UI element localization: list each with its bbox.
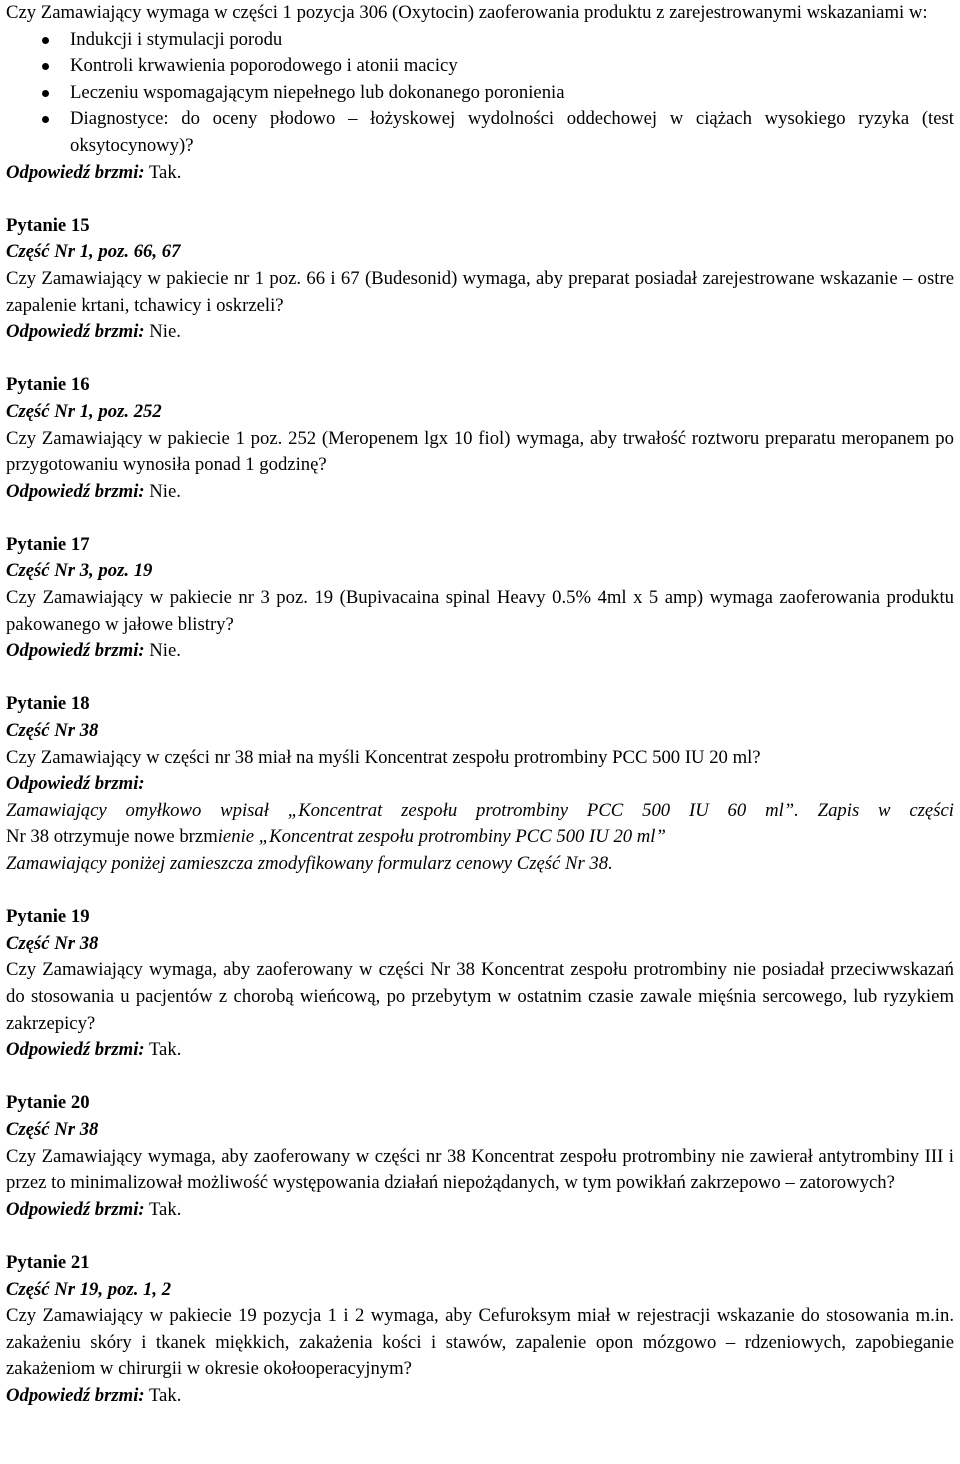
answer-label: Odpowiedź brzmi: (6, 480, 145, 502)
answer-line (6, 1383, 954, 1410)
question-part: Część Nr 38 (6, 1118, 99, 1140)
question-title: Pytanie 17 (6, 533, 90, 555)
answer-text: Tak. (148, 1384, 182, 1406)
question-text: Czy Zamawiający w pakiecie 1 poz. 252 (Meropenem lgx 10 fiol) wymaga, aby trwałość roztworu preparatu meropanem po przygotowaniu wynosiła ponad 1 godzinę? (6, 427, 954, 476)
question-part: Część Nr 38 (6, 932, 99, 954)
answer-text: Nie. (149, 640, 181, 662)
question-title: Pytanie 21 (6, 1251, 90, 1273)
bullet-icon (42, 116, 49, 123)
answer-line (6, 160, 954, 187)
answer-text: Tak. (148, 1198, 182, 1220)
question-title: Pytanie 18 (6, 693, 90, 715)
list-item: Diagnostyce: do oceny płodowo – łożyskowej wydolności oddechowej w ciążach wysokiego ryzyka (test oksytocynowy)? (6, 106, 954, 159)
answer-label: Odpowiedź brzmi: (6, 1039, 145, 1061)
question-title: Pytanie 19 (6, 906, 90, 928)
bullet-icon (42, 37, 49, 44)
list-item: Indukcji i stymulacji porodu (6, 27, 954, 54)
question-text: Czy Zamawiający wymaga, aby zaoferowany w części Nr 38 Koncentrat zespołu protrombiny nie posiadał przeciwwskazań do stosowania u pacjentów z chorobą wieńcową, po przebytym w ostatnim czasie zawale mięśnia sercowego, lub ryzykiem zakrzepicy? (6, 959, 954, 1034)
answer-text: Nie. (149, 321, 181, 343)
answer-line (6, 638, 954, 665)
list-item: Leczeniu wspomagającym niepełnego lub dokonanego poronienia (6, 80, 954, 107)
answer-text: Tak. (148, 1039, 182, 1061)
question-title: Pytanie 20 (6, 1092, 90, 1114)
question-title: Pytanie 16 (6, 374, 90, 396)
answer-text: Nr 38 otrzymuje nowe brzmienie „Koncentrat zespołu protrombiny PCC 500 IU 20 ml” (6, 826, 666, 848)
answer-label: Odpowiedź brzmi: (6, 161, 145, 183)
bullet-icon (42, 63, 49, 70)
answer-line (6, 1037, 954, 1064)
answer-text: Zamawiający poniżej zamieszcza zmodyfikowany formularz cenowy Część Nr 38. (6, 853, 613, 874)
answer-text: Zamawiający omyłkowo wpisał „Koncentrat zespołu protrombiny PCC 500 IU 60 ml”. Zapis w części (6, 799, 954, 821)
answer-label: Odpowiedź brzmi: (6, 640, 145, 662)
answer-label: Odpowiedź brzmi: (6, 321, 145, 343)
answer-line (6, 479, 954, 506)
question-part: Część Nr 3, poz. 19 (6, 560, 153, 582)
question-text: Czy Zamawiający w części nr 38 miał na myśli Koncentrat zespołu protrombiny PCC 500 IU 20 ml? (6, 746, 761, 768)
answer-text: Tak. (148, 161, 182, 183)
question-text: Czy Zamawiający w pakiecie nr 3 poz. 19 (Bupivacaina spinal Heavy 0.5% 4ml x 5 amp) wymaga zaoferowania produktu pakowanego w jałowe blistry? (6, 587, 954, 635)
question-text: Czy Zamawiający w pakiecie nr 1 poz. 66 i 67 (Budesonid) wymaga, aby preparat posiadał zarejestrowane wskazanie – ostre zapalenie krtani, tchawicy i oskrzeli? (6, 267, 954, 316)
question-text: Czy Zamawiający wymaga, aby zaoferowany w części nr 38 Koncentrat zespołu protrombiny nie zawierał antytrombiny III i przez to minimalizował możliwość występowania działań niepożądanych, w tym powikłań zakrzepowo – zatorowych? (6, 1145, 954, 1194)
answer-label: Odpowiedź brzmi: (6, 1198, 145, 1220)
question-part: Część Nr 1, poz. 66, 67 (6, 241, 181, 263)
list-item: Kontroli krwawienia poporodowego i atonii macicy (6, 53, 954, 80)
question-text: Czy Zamawiający w pakiecie 19 pozycja 1 i 2 wymaga, aby Cefuroksym miał w rejestracji wskazanie do stosowania m.in. zakażeniu skóry i tkanek miękkich, zakażenia kości i stawów, zapalenie opon mózgowo – rdzeniowych, zapobieganie zakażeniom w chirurgii w okresie okołooperacyjnym? (6, 1305, 954, 1380)
answer-text: Nie. (149, 480, 181, 502)
answer-line (6, 1197, 954, 1224)
question-part: Część Nr 1, poz. 252 (6, 400, 162, 422)
answer-line (6, 319, 954, 346)
question-part: Część Nr 19, poz. 1, 2 (6, 1278, 172, 1300)
answer-label: Odpowiedź brzmi: (6, 773, 145, 795)
indications-list (6, 27, 954, 160)
intro-question: Czy Zamawiający wymaga w części 1 pozycja 306 (Oxytocin) zaoferowania produktu z zarejestrowanymi wskazaniami w: (6, 2, 928, 23)
question-title: Pytanie 15 (6, 214, 90, 236)
bullet-icon (42, 90, 49, 97)
question-part: Część Nr 38 (6, 720, 99, 742)
answer-label: Odpowiedź brzmi: (6, 1384, 145, 1406)
